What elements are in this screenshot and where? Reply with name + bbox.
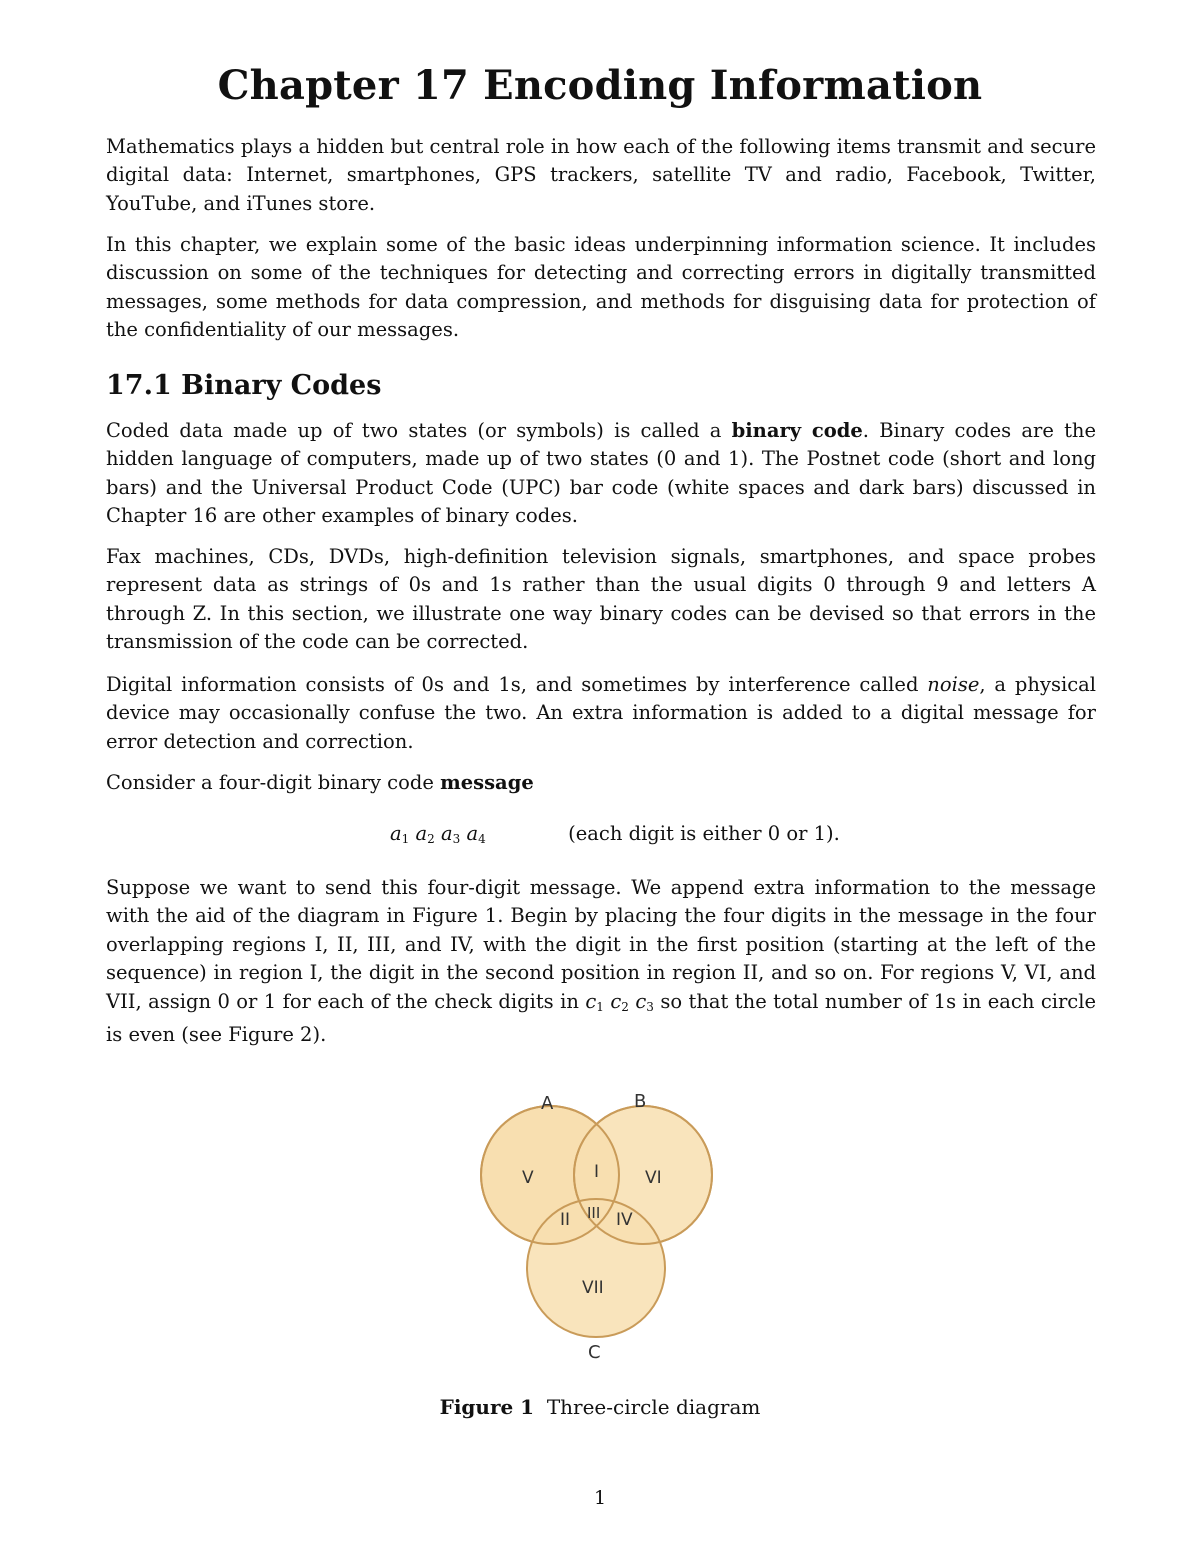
p1-text-after: . Binary codes are the hidden language of computers, made up of two states (0 and 1). The Postnet code (short and long bars) and the Universal Product Code (UPC) bar code (white spaces and dark bars) discussed in Chapter 16 are other examples of binary codes. <box>106 419 1097 528</box>
formula-var: a <box>415 822 428 845</box>
intro-paragraph-1: Mathematics plays a hidden but central role in how each of the following items transmit and secure digital data: Internet, smartphones, GPS trackers, satellite TV and radio, Facebook, Twitter, YouTube, and iTunes store. <box>106 135 1096 215</box>
p1-term-binary-code: binary code <box>731 419 863 442</box>
three-circle-venn-diagram <box>470 1085 730 1370</box>
check-sub: 3 <box>646 999 654 1014</box>
section-paragraph-4 <box>106 769 1096 797</box>
figure-caption <box>0 1395 1200 1419</box>
region-label-i: I <box>594 1162 600 1182</box>
chapter-title: Chapter 17 Encoding Information <box>217 62 983 109</box>
section-heading: 17.1 Binary Codes <box>106 370 382 401</box>
p3-text-after: , a physical device may occasionally confuse the two. An extra information is added to a digital message for error detection and correction. <box>106 673 1096 753</box>
p3-text-before: Digital information consists of 0s and 1s, and sometimes by interference called <box>106 673 928 696</box>
region-label-iii: III <box>587 1204 601 1222</box>
p4-text: Consider a four-digit binary code <box>106 771 441 794</box>
caption-text: Three-circle diagram <box>546 1395 761 1419</box>
circle-label-c: C <box>588 1342 601 1363</box>
formula-var: a <box>440 822 453 845</box>
page-number: 1 <box>593 1487 607 1509</box>
region-label-vii: VII <box>582 1278 604 1298</box>
section-paragraph-3 <box>106 671 1096 756</box>
caption-label: Figure 1 <box>439 1395 535 1419</box>
region-label-v: V <box>522 1168 534 1188</box>
section-paragraph-5 <box>106 874 1096 1049</box>
formula-note: (each digit is either 0 or 1). <box>568 822 840 845</box>
check-var: c <box>610 989 622 1013</box>
message-formula <box>390 822 840 846</box>
check-var: c <box>585 989 597 1013</box>
region-label-iv: IV <box>616 1210 633 1230</box>
formula-var: a <box>466 822 479 845</box>
formula-sub: 1 <box>401 832 410 846</box>
formula-sub: 3 <box>452 832 461 846</box>
section-paragraph-1 <box>106 417 1096 531</box>
p5-text-after: so that the total number of 1s in each circle is even (see Figure 2). <box>106 989 1096 1047</box>
p3-term-noise: noise <box>927 673 980 696</box>
region-label-ii: II <box>560 1210 571 1230</box>
p4-term-message: message <box>440 771 534 794</box>
intro-paragraph-2: In this chapter, we explain some of the basic ideas underpinning information science. It includes discussion on some of the techniques for detecting and correcting errors in digitally transmitted messages, some methods for data compression, and methods for disguising data for protection of the confidentiality of our messages. <box>106 233 1096 342</box>
region-label-vi: VI <box>645 1168 662 1188</box>
section-paragraph-2: Fax machines, CDs, DVDs, high-definition television signals, smartphones, and space probes represent data as strings of 0s and 1s rather than the usual digits 0 through 9 and letters A through Z. In this section, we illustrate one way binary codes can be devised so that errors in the transmission of the code can be corrected. <box>106 545 1096 654</box>
circle-label-a: A <box>541 1093 554 1114</box>
formula-var: a <box>390 822 402 845</box>
formula-sub: 2 <box>427 832 435 846</box>
p1-text-before: Coded data made up of two states (or symbols) is called a <box>106 419 732 442</box>
check-sub: 2 <box>621 999 629 1014</box>
check-sub: 1 <box>596 999 604 1014</box>
p5-text-before: Suppose we want to send this four-digit message. We append extra information to the message with the aid of the diagram in Figure 1. Begin by placing the four digits in the message in the four overlapping regions I, II, III, and IV, with the digit in the first position (starting at the left of the sequence) in region I, the digit in the second position in region II, and so on. For regions V, VI, and VII, assign 0 or 1 for each of the check digits in <box>106 876 1096 1013</box>
check-var: c <box>635 989 647 1013</box>
circle-label-b: B <box>634 1091 647 1112</box>
formula-sub: 4 <box>478 832 486 846</box>
